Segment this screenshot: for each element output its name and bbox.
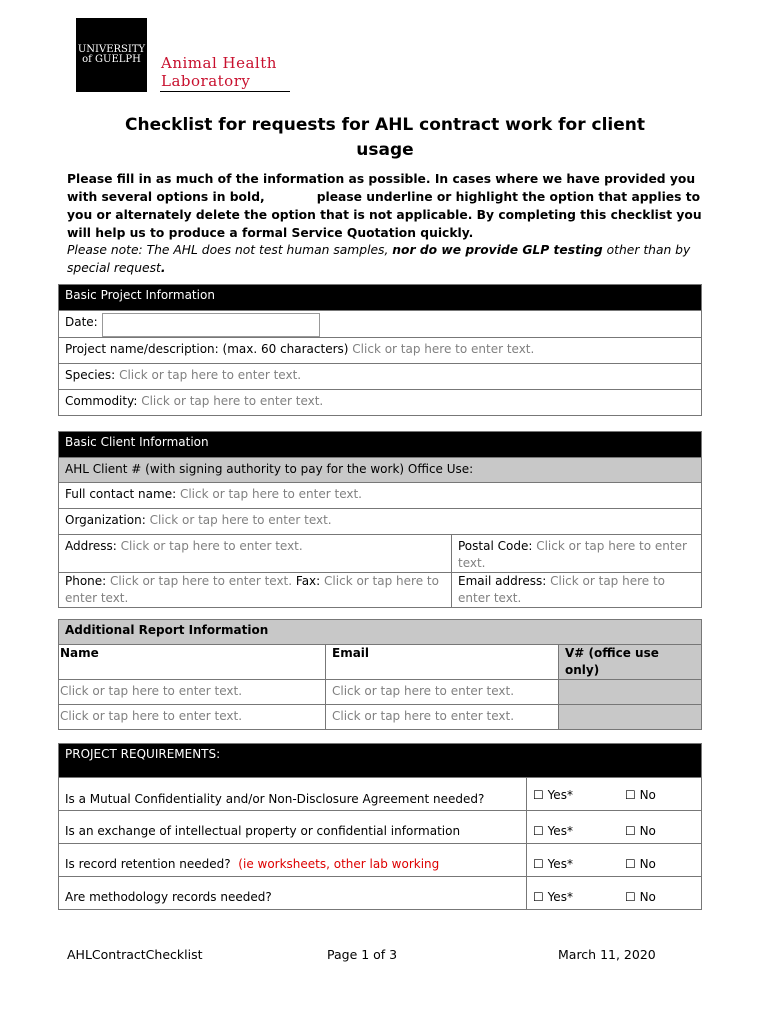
col-name-header: Name — [59, 645, 326, 680]
fax-label: Fax: — [295, 574, 321, 588]
date-label: Date: — [65, 315, 98, 329]
q3-label: Is record retention needed? — [65, 857, 231, 871]
address-input[interactable]: Click or tap here to enter text. — [120, 539, 303, 553]
organization-input[interactable]: Click or tap here to enter text. — [149, 513, 332, 527]
requirements-header: PROJECT REQUIREMENTS: — [59, 744, 702, 778]
report-email-input[interactable]: Click or tap here to enter text. — [326, 705, 559, 730]
client-number-row[interactable]: AHL Client # (with signing authority to pay for the work) Office Use: — [59, 458, 702, 483]
report-v-cell — [559, 705, 702, 730]
species-row — [59, 364, 702, 390]
email-input[interactable]: Click or tap here to enter text. — [458, 574, 666, 605]
postal-cell — [452, 535, 702, 573]
q2-label: Is an exchange of intellectual property or confidential information — [59, 811, 527, 844]
organization-row — [59, 509, 702, 535]
logo-line2: of GUELPH — [82, 54, 141, 65]
additional-report-header: Additional Report Information — [59, 620, 702, 645]
lab-name-line2: Laboratory — [161, 72, 251, 90]
report-v-cell — [559, 680, 702, 705]
table-row — [59, 680, 702, 705]
note-text — [67, 241, 727, 277]
intro-text-2: please underline or highlight the option that applies to you or alternately delete the option that is not applicable. By completing this checklist you will help us to produce a formal Service Quotation quickly. — [67, 190, 702, 240]
email-label: Email address: — [458, 574, 547, 588]
q3-no-checkbox[interactable]: ☐ No — [619, 844, 702, 877]
col-email-header: Email — [326, 645, 559, 680]
col-v-header: V# (office use only) — [559, 645, 702, 680]
postal-label: Postal Code: — [458, 539, 533, 553]
q2-yes-checkbox[interactable]: ☐ Yes* — [527, 811, 620, 844]
commodity-row — [59, 390, 702, 416]
logo-divider — [160, 91, 290, 92]
email-cell — [452, 573, 702, 608]
q1-label: Is a Mutual Confidentiality and/or Non-Disclosure Agreement needed? — [59, 778, 527, 811]
report-email-input[interactable]: Click or tap here to enter text. — [326, 680, 559, 705]
date-input[interactable] — [102, 313, 320, 337]
basic-project-table — [58, 284, 702, 416]
basic-client-header: Basic Client Information — [59, 432, 702, 458]
intro-text-1: Please fill in as much of the information as possible. In cases where we have provided you with several options in bold, — [67, 172, 696, 204]
basic-project-header: Basic Project Information — [59, 285, 702, 311]
requirements-table — [58, 743, 702, 910]
project-row — [59, 338, 702, 364]
q4-yes-checkbox[interactable]: ☐ Yes* — [527, 877, 620, 910]
contact-row — [59, 483, 702, 509]
commodity-input[interactable]: Click or tap here to enter text. — [141, 394, 324, 408]
note-prefix: Please note: The AHL does not test human samples, — [67, 243, 393, 257]
university-logo — [76, 18, 147, 92]
table-row — [59, 778, 702, 811]
table-row — [59, 877, 702, 910]
phone-label: Phone: — [65, 574, 107, 588]
table-row — [59, 844, 702, 877]
q4-no-checkbox[interactable]: ☐ No — [619, 877, 702, 910]
q3-yes-checkbox[interactable]: ☐ Yes* — [527, 844, 620, 877]
lab-name-line1: Animal Health — [161, 54, 277, 72]
report-name-input[interactable]: Click or tap here to enter text. — [59, 705, 326, 730]
page-title: Checklist for requests for AHL contract work for client usage — [124, 115, 646, 160]
organization-label: Organization: — [65, 513, 146, 527]
q3-red-note: (ie worksheets, other lab working — [238, 857, 440, 871]
fax-input[interactable]: Click or tap here to enter text. — [65, 574, 439, 605]
species-input[interactable]: Click or tap here to enter text. — [119, 368, 302, 382]
contact-label: Full contact name: — [65, 487, 177, 501]
commodity-label: Commodity: — [65, 394, 138, 408]
project-label: Project name/description: (max. 60 characters) — [65, 342, 349, 356]
footer-doc-name: AHLContractChecklist — [67, 947, 203, 962]
species-label: Species: — [65, 368, 116, 382]
q3-cell — [59, 844, 527, 877]
note-end: . — [160, 261, 166, 275]
note-mid: other than by special request — [67, 243, 691, 275]
q2-no-checkbox[interactable]: ☐ No — [619, 811, 702, 844]
postal-input[interactable]: Click or tap here to enter text. — [458, 539, 687, 570]
phone-cell — [59, 573, 452, 608]
report-name-input[interactable]: Click or tap here to enter text. — [59, 680, 326, 705]
address-cell — [59, 535, 452, 573]
table-row — [59, 705, 702, 730]
footer-page-number: Page 1 of 3 — [327, 947, 398, 962]
note-bold: nor do we provide GLP testing — [392, 243, 603, 257]
contact-input[interactable]: Click or tap here to enter text. — [179, 487, 362, 501]
phone-input[interactable]: Click or tap here to enter text. — [110, 574, 293, 588]
q1-yes-checkbox[interactable]: ☐ Yes* — [527, 778, 620, 811]
intro-text — [67, 170, 727, 242]
q1-no-checkbox[interactable]: ☐ No — [619, 778, 702, 811]
q4-label: Are methodology records needed? — [59, 877, 527, 910]
additional-report-table — [58, 619, 702, 730]
table-row — [59, 811, 702, 844]
basic-client-table — [58, 431, 702, 608]
address-label: Address: — [65, 539, 117, 553]
footer-date: March 11, 2020 — [558, 947, 656, 962]
project-input[interactable]: Click or tap here to enter text. — [352, 342, 535, 356]
date-row — [59, 311, 702, 338]
logo-line1: UNIVERSITY — [77, 44, 146, 55]
